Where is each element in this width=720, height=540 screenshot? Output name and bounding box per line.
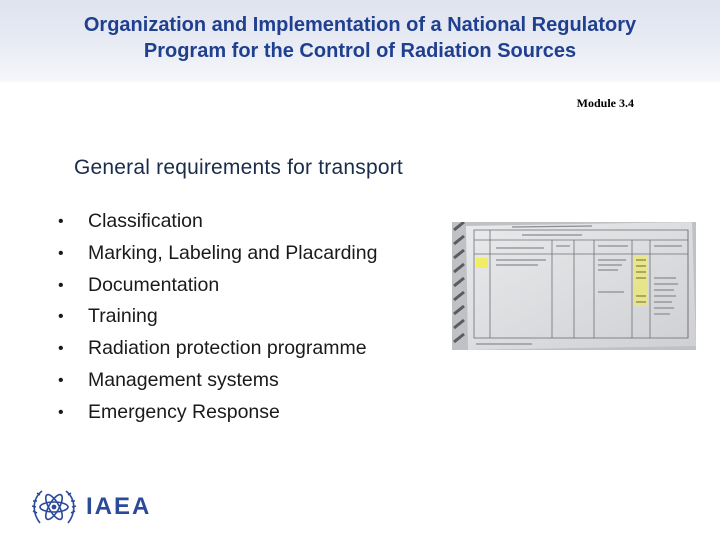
bullet-item — [56, 365, 377, 397]
bullet-list — [56, 206, 377, 429]
bullet-item — [56, 333, 377, 365]
transport-document-photo — [452, 222, 696, 350]
bullet-dot-icon: • — [58, 340, 64, 358]
bullet-item — [56, 301, 377, 333]
bullet-text: Classification — [88, 210, 203, 232]
bullet-dot-icon: • — [58, 213, 64, 230]
bullet-dot-icon: • — [58, 276, 64, 294]
bullet-item — [56, 206, 377, 238]
iaea-emblem-icon — [30, 483, 78, 531]
bullet-text: Radiation protection programme — [88, 337, 367, 360]
slide-title-line-1: Organization and Implementation of a National Regulatory — [83, 14, 637, 36]
bullet-text: Emergency Response — [88, 400, 280, 423]
document-photo-graphic — [452, 222, 696, 350]
slide-title-line-2: Program for the Control of Radiation Sources — [143, 40, 577, 62]
iaea-logo-text: IAEA — [86, 493, 152, 520]
module-label: Module 3.4 — [576, 96, 634, 110]
bullet-text: Marking, Labeling and Placarding — [88, 241, 378, 264]
bullet-item — [56, 238, 377, 270]
bullet-item — [56, 397, 377, 429]
bullet-dot-icon: • — [58, 244, 64, 262]
bullet-text: Management systems — [88, 368, 279, 391]
bullet-dot-icon: • — [58, 308, 64, 326]
section-heading: General requirements for transport — [74, 156, 403, 179]
bullet-dot-icon: • — [58, 403, 64, 421]
bullet-item — [56, 270, 377, 302]
slide-title — [0, 12, 720, 64]
bullet-dot-icon: • — [58, 371, 64, 389]
bullet-text: Documentation — [88, 273, 220, 296]
bullet-text: Training — [88, 305, 158, 328]
iaea-logo — [30, 482, 151, 532]
